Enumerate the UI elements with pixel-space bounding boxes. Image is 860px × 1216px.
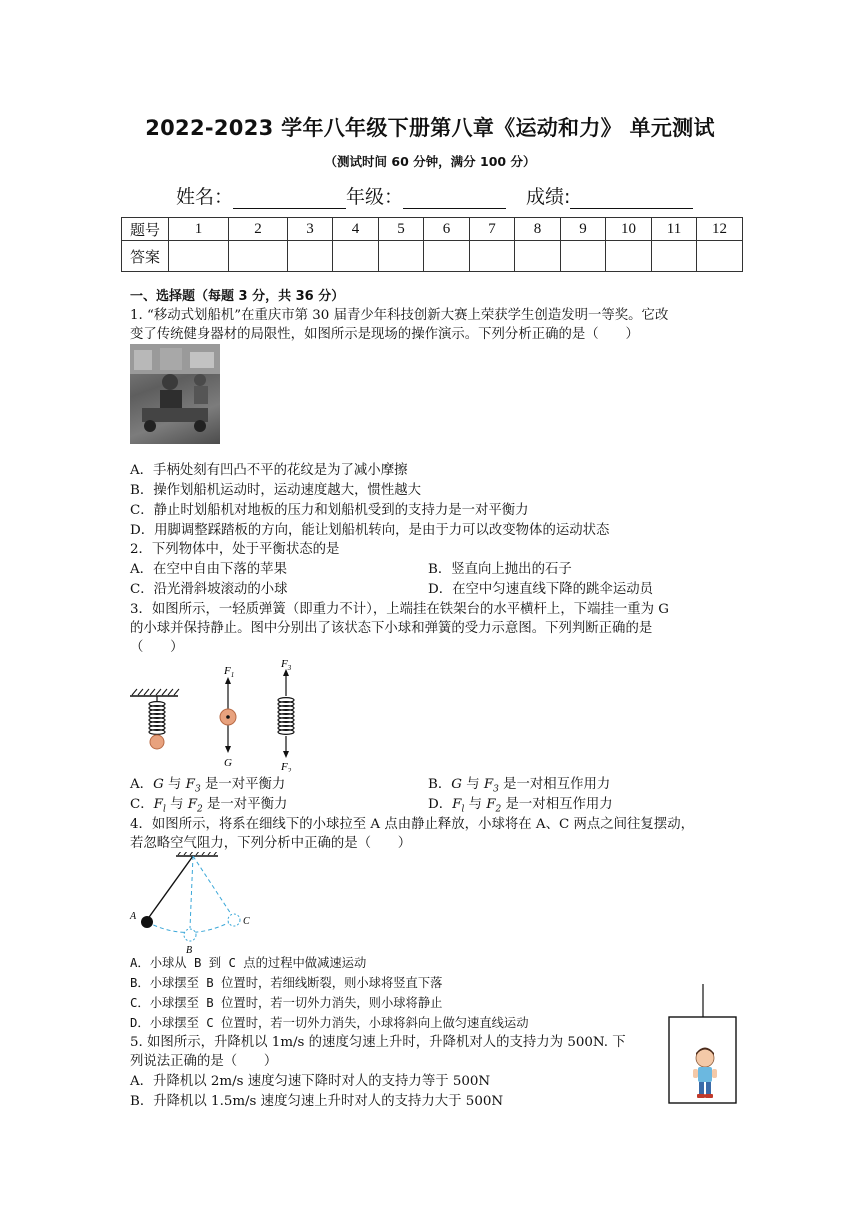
q2-option-d: D．在空中匀速直线下降的跳伞运动员 bbox=[428, 582, 653, 597]
q1-stem-line2: 变了传统健身器材的局限性，如图所示是现场的操作演示。下列分析正确的是（ ） bbox=[130, 327, 639, 342]
q2-stem: 2．下列物体中，处于平衡状态的是 bbox=[130, 542, 340, 557]
q5-stem-line2: 列说法正确的是（ ） bbox=[130, 1054, 278, 1069]
row-label: 题号 bbox=[122, 218, 169, 241]
spring-force-diagram bbox=[128, 656, 308, 772]
answer-cell[interactable] bbox=[333, 241, 379, 272]
answer-cell[interactable] bbox=[379, 241, 424, 272]
q4-option-c: C．小球摆至 B 位置时，若一切外力消失，则小球将静止 bbox=[130, 996, 443, 1010]
grade-label: 年级： bbox=[346, 186, 404, 208]
rowing-machine-photo bbox=[130, 344, 220, 444]
answer-cell[interactable] bbox=[652, 241, 697, 272]
answer-cell[interactable] bbox=[229, 241, 288, 272]
score-blank[interactable] bbox=[570, 188, 693, 209]
f2-label: $F_2$ bbox=[281, 761, 292, 772]
q1-option-d: D．用脚调整踩踏板的方向，能让划船机转向，是由于力可以改变物体的运动状态 bbox=[130, 523, 610, 538]
question-number: 9 bbox=[561, 218, 606, 241]
q3-stem-line2: 的小球并保持静止。图中分别出了该状态下小球和弹簧的受力示意图。下列判断正确的是 bbox=[130, 621, 653, 636]
question-number: 10 bbox=[606, 218, 652, 241]
q3-option-a: A．G 与 $F_3$ 是一对平衡力 bbox=[130, 777, 286, 795]
question-number: 7 bbox=[470, 218, 515, 241]
q3-stem-line3: （ ） bbox=[130, 640, 184, 655]
g-label: G bbox=[224, 757, 232, 769]
answer-cell[interactable] bbox=[288, 241, 333, 272]
question-number: 4 bbox=[333, 218, 379, 241]
question-number: 5 bbox=[379, 218, 424, 241]
answer-cell[interactable] bbox=[606, 241, 652, 272]
q4-option-a: A．小球从 B 到 C 点的过程中做减速运动 bbox=[130, 956, 367, 970]
q2-option-c: C．沿光滑斜坡滚动的小球 bbox=[130, 582, 288, 597]
answer-cell[interactable] bbox=[424, 241, 470, 272]
q4-option-b: B．小球摆至 B 位置时，若细线断裂，则小球将竖直下落 bbox=[130, 976, 443, 990]
answer-cell[interactable] bbox=[169, 241, 229, 272]
name-blank[interactable] bbox=[233, 188, 346, 209]
question-number: 8 bbox=[515, 218, 561, 241]
q1-option-c: C．静止时划船机对地板的压力和划船机受到的支持力是一对平衡力 bbox=[130, 503, 529, 518]
q3-option-c: C．$F_l$ 与 $F_2$ 是一对平衡力 bbox=[130, 797, 288, 815]
rowing-machine-photo-icon bbox=[130, 344, 220, 444]
question-number: 12 bbox=[697, 218, 743, 241]
q4-stem-line1: 4．如图所示，将系在细线下的小球拉至 A 点由静止释放，小球将在 A、C 两点之间往复摆动， bbox=[130, 817, 694, 832]
q1-option-b: B．操作划船机运动时，运动速度越大，惯性越大 bbox=[130, 483, 422, 498]
q5-stem-line1: 5. 如图所示，升降机以 1m/s 的速度匀速上升时，升降机对人的支持力为 500N. 下 bbox=[130, 1035, 626, 1050]
f3-label: $F_3$ bbox=[281, 658, 292, 672]
q3-option-b: B．G 与 $F_3$ 是一对相互作用力 bbox=[428, 777, 611, 795]
elevator-diagram bbox=[668, 984, 738, 1106]
question-number: 2 bbox=[229, 218, 288, 241]
q3-option-d: D．$F_l$ 与 $F_2$ 是一对相互作用力 bbox=[428, 797, 613, 815]
answer-cell[interactable] bbox=[561, 241, 606, 272]
q2-option-a: A．在空中自由下落的苹果 bbox=[130, 562, 287, 577]
answer-cell[interactable] bbox=[697, 241, 743, 272]
answer-table bbox=[121, 217, 743, 272]
score-label: 成绩: bbox=[526, 186, 571, 208]
q1-stem-line1: 1. “移动式划船机”在重庆市第 30 届青少年科技创新大赛上荣获学生创造发明一等奖。它改 bbox=[130, 308, 669, 323]
pendulum-diagram bbox=[126, 852, 258, 956]
page-title: 2022-2023 学年八年级下册第八章《运动和力》 单元测试 bbox=[145, 116, 715, 140]
section-heading: 一、选择题（每题 3 分，共 36 分） bbox=[130, 289, 345, 304]
question-number-row bbox=[122, 218, 743, 241]
question-number: 6 bbox=[424, 218, 470, 241]
student-info-row bbox=[176, 182, 693, 209]
answer-cell[interactable] bbox=[515, 241, 561, 272]
page-subtitle: （测试时间 60 分钟，满分 100 分） bbox=[324, 154, 536, 169]
answer-cell[interactable] bbox=[470, 241, 515, 272]
question-number: 1 bbox=[169, 218, 229, 241]
q1-option-a: A．手柄处刻有凹凸不平的花纹是为了减小摩擦 bbox=[130, 463, 408, 478]
q5-option-b: B．升降机以 1.5m/s 速度匀速上升时对人的支持力大于 500N bbox=[130, 1094, 504, 1109]
q3-stem-line1: 3．如图所示，一轻质弹簧（即重力不计），上端挂在铁架台的水平横杆上，下端挂一重为 G bbox=[130, 602, 670, 617]
f1-label: $F_1$ bbox=[224, 665, 235, 679]
grade-blank[interactable] bbox=[403, 188, 506, 209]
question-number: 3 bbox=[288, 218, 333, 241]
question-number: 11 bbox=[652, 218, 697, 241]
name-label: 姓名： bbox=[176, 186, 234, 208]
point-b-label: B bbox=[186, 945, 193, 956]
point-c-label: C bbox=[243, 916, 250, 927]
q2-option-b: B．竖直向上抛出的石子 bbox=[428, 562, 572, 577]
answer-row bbox=[122, 241, 743, 272]
q4-option-d: D．小球摆至 C 位置时，若一切外力消失，小球将斜向上做匀速直线运动 bbox=[130, 1016, 529, 1030]
point-a-label: A bbox=[130, 911, 137, 922]
q4-stem-line2: 若忽略空气阻力，下列分析中正确的是（ ） bbox=[130, 836, 412, 851]
row-label: 答案 bbox=[122, 241, 169, 272]
q5-option-a: A．升降机以 2m/s 速度匀速下降时对人的支持力等于 500N bbox=[130, 1074, 491, 1089]
